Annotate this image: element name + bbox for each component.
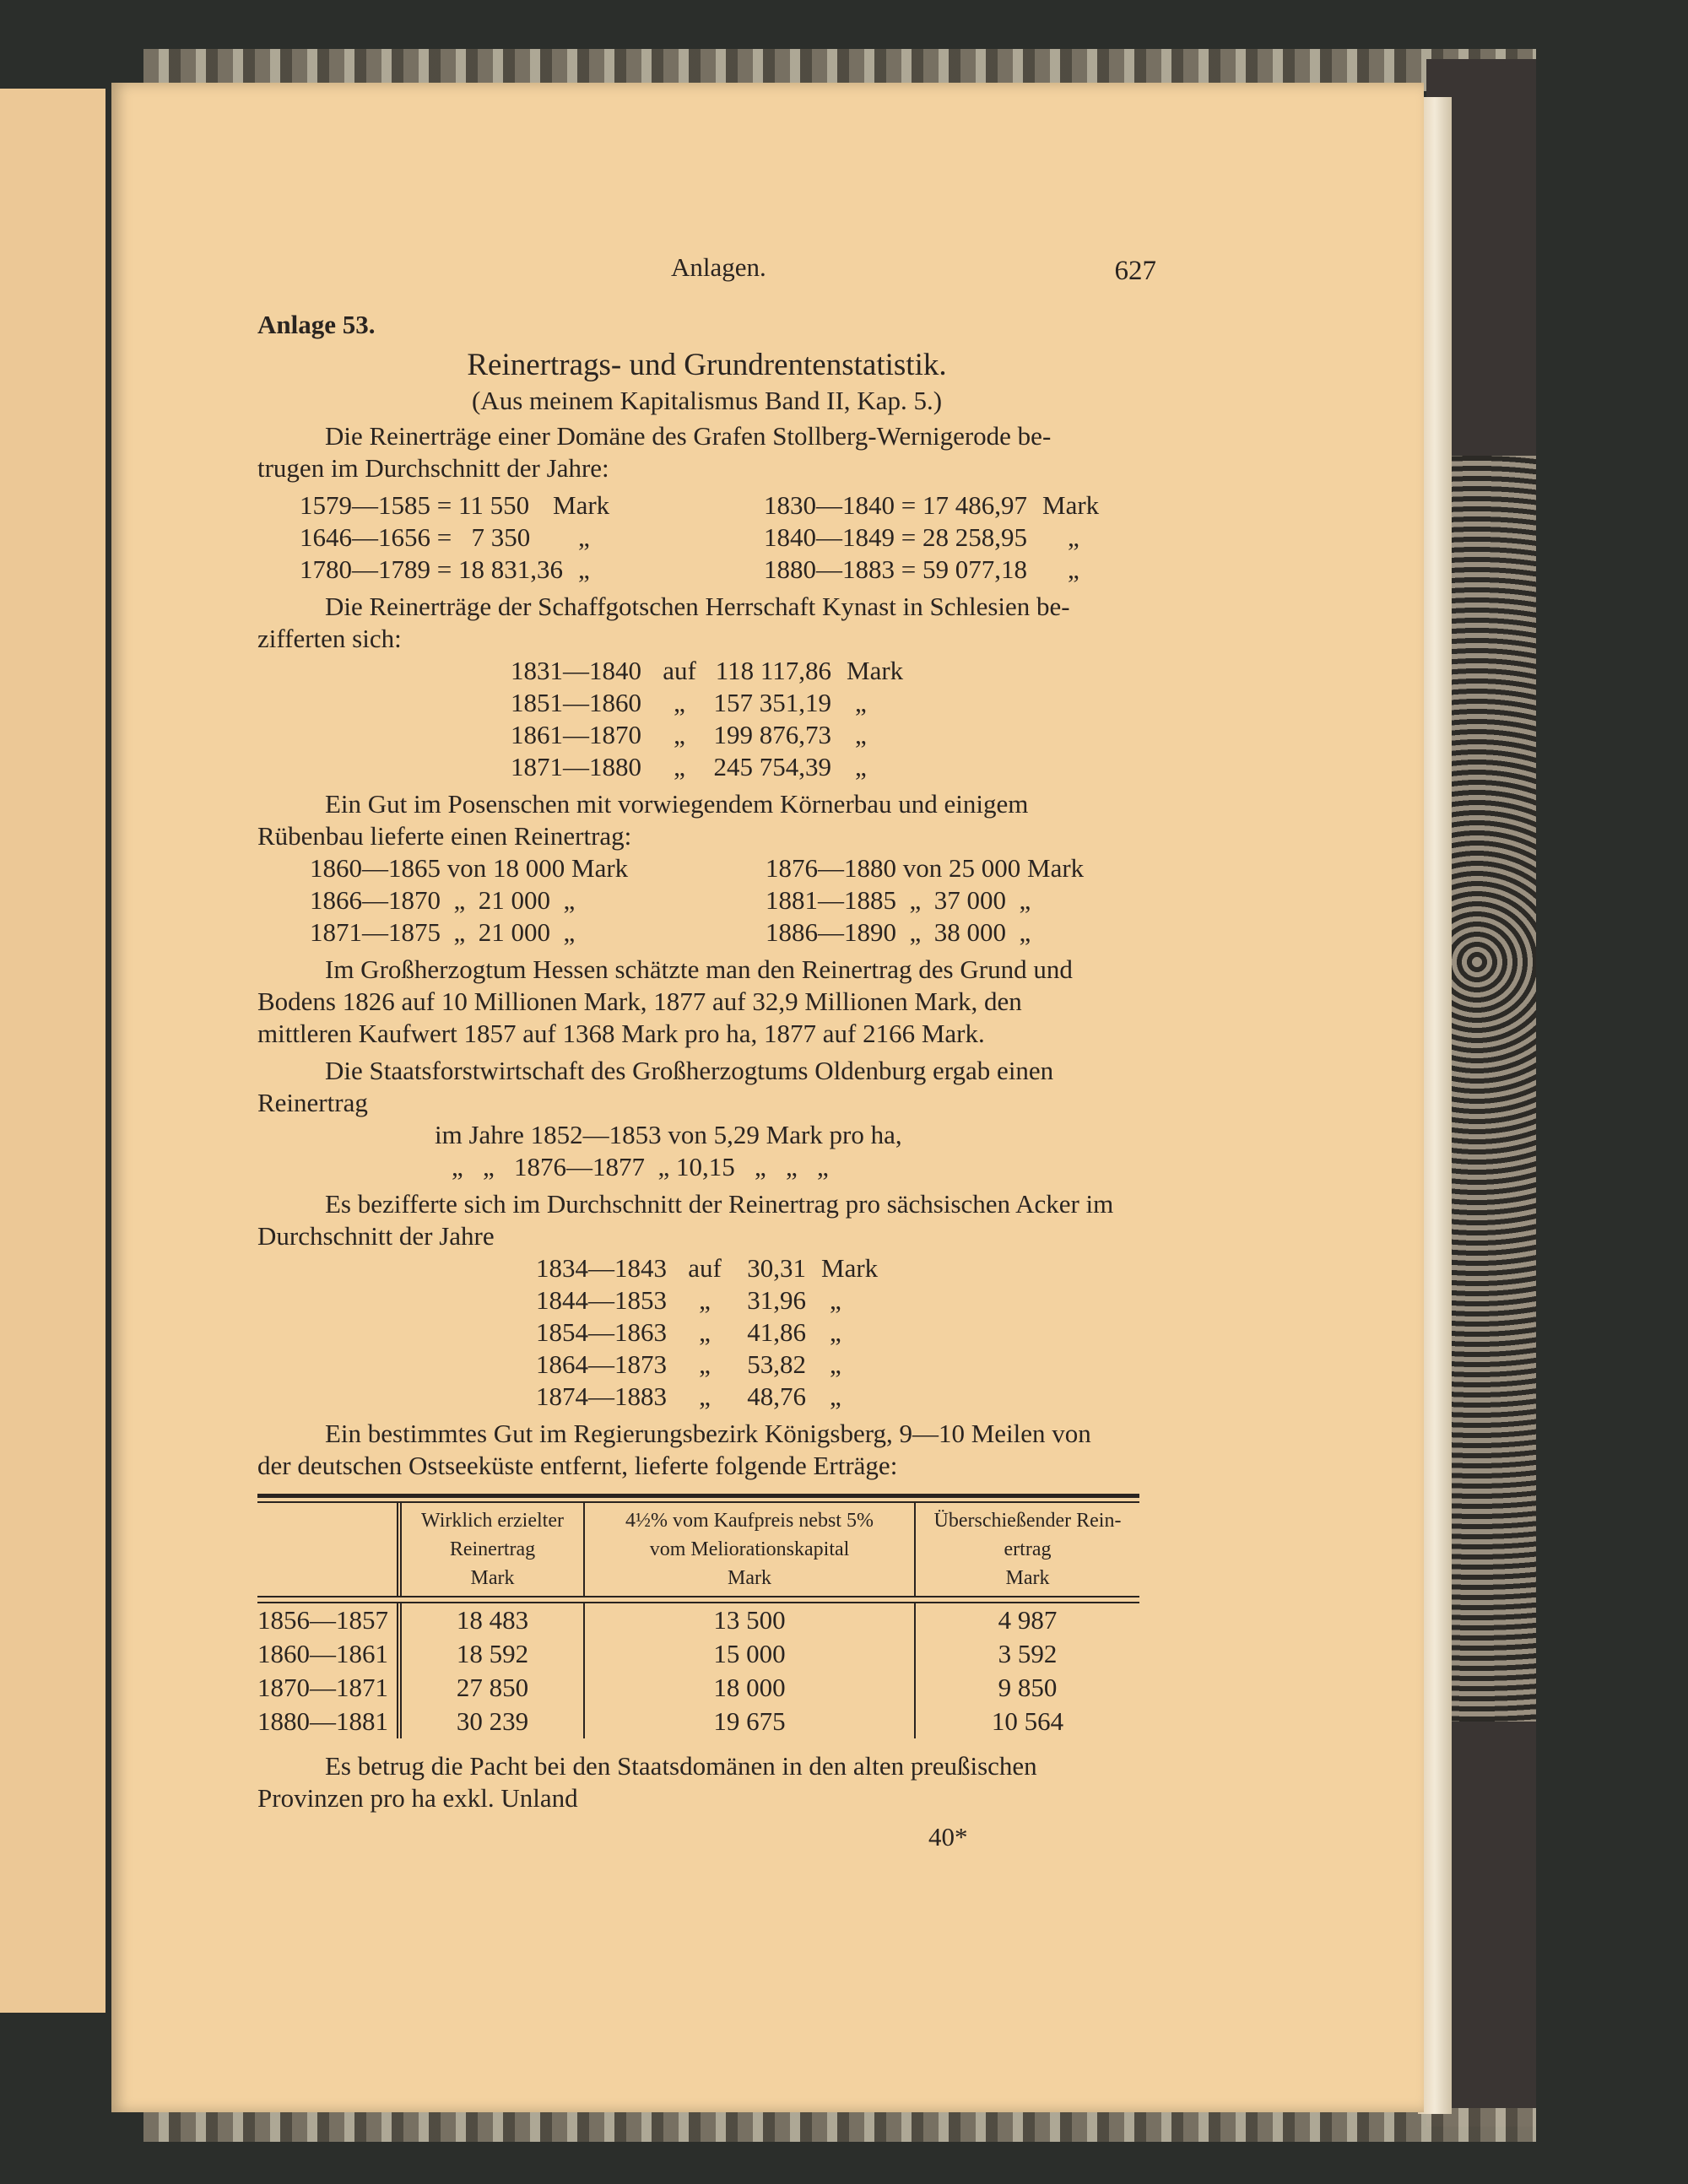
paragraph-line: Rübenbau lieferte einen Reinertrag:	[257, 821, 632, 851]
paragraph-line: mittleren Kaufwert 1857 auf 1368 Mark pro ha, 1877 auf 2166 Mark.	[257, 1019, 985, 1048]
list-item: 245 754,39	[713, 752, 831, 781]
list-item: 1780—1789 = 18 831,36	[300, 554, 563, 584]
list-item: „	[578, 522, 590, 552]
list-stollberg	[257, 489, 1156, 586]
paragraph-line: der deutschen Ostseeküste entfernt, lieferte folgende Erträge:	[257, 1451, 898, 1480]
signature-mark: 40*	[928, 1822, 968, 1852]
list-item: 41,86	[747, 1317, 806, 1347]
paragraph-line: Provinzen pro ha exkl. Unland	[257, 1783, 578, 1813]
list-row	[257, 522, 1156, 554]
list-item: „ „ 1876—1877 „ 10,15 „ „ „	[452, 1152, 829, 1181]
list-item: „	[699, 1285, 711, 1315]
list-item: 1646—1656 = 7 350	[300, 522, 531, 552]
list-item: 1871—1875 „ 21 000 „	[310, 917, 576, 947]
list-item: „	[699, 1317, 711, 1347]
list-item: 1874—1883	[536, 1381, 667, 1411]
list-item: „	[1068, 554, 1079, 584]
list-item: auf	[688, 1253, 722, 1283]
paragraph-line: Die Reinerträge einer Domäne des Grafen Stollberg-Wernigerode be-	[325, 421, 1052, 451]
cell: 13 500	[583, 1603, 914, 1637]
cell: 1870—1871	[257, 1673, 388, 1702]
list-item: 1851—1860	[511, 688, 641, 717]
page-content	[257, 251, 1156, 1853]
list-row	[257, 1284, 1156, 1316]
list-item: 30,31	[747, 1253, 806, 1283]
paragraph-line: Im Großherzogtum Hessen schätzte man den Reinertrag des Grund und	[325, 954, 1073, 984]
cell: 18 483	[397, 1603, 583, 1637]
list-item: 1579—1585 = 11 550	[300, 490, 530, 520]
table-row	[257, 1637, 1139, 1671]
list-item: im Jahre 1852—1853 von 5,29 Mark pro ha,	[435, 1120, 902, 1149]
paragraph-line: Die Reinerträge der Schaffgotschen Herrschaft Kynast in Schlesien be-	[325, 592, 1070, 621]
paragraph-line: Es betrug die Pacht bei den Staatsdomänen in den alten preußischen	[325, 1751, 1037, 1781]
paragraph-line: Bodens 1826 auf 10 Millionen Mark, 1877 auf 32,9 Millionen Mark, den	[257, 987, 1022, 1016]
table-row	[257, 1603, 1139, 1637]
column-header: 4½% vom Kaufpreis nebst 5% vom Meliorationskapital Mark	[583, 1503, 914, 1596]
paragraph-line: Die Staatsforstwirtschaft des Großherzogtums Oldenburg ergab einen	[325, 1056, 1054, 1085]
running-title: Anlagen.	[671, 252, 766, 282]
list-item: 1866—1870 „ 21 000 „	[310, 885, 576, 915]
cell: 1880—1881	[257, 1706, 388, 1736]
list-item: 1886—1890 „ 38 000 „	[766, 917, 1031, 947]
list-item: 1876—1880 von 25 000 Mark	[766, 853, 1085, 883]
list-item: „	[830, 1317, 841, 1347]
table-rule	[257, 1494, 1139, 1498]
table-body	[257, 1603, 1139, 1738]
list-row	[257, 884, 1156, 916]
list-item: „	[855, 720, 867, 749]
list-item: „	[855, 688, 867, 717]
list-item: 1844—1853	[536, 1285, 667, 1315]
list-posen	[257, 852, 1156, 949]
page-number: 627	[1114, 256, 1156, 286]
list-item: 31,96	[747, 1285, 806, 1315]
list-item: „	[674, 752, 685, 781]
table-row	[257, 1705, 1139, 1738]
cell: 4 987	[914, 1603, 1139, 1637]
list-item: 1864—1873	[536, 1349, 667, 1379]
list-item: 1861—1870	[511, 720, 641, 749]
list-row	[257, 1381, 1156, 1413]
list-item: „	[674, 688, 685, 717]
cell: 18 000	[583, 1671, 914, 1705]
list-item: 1860—1865 von 18 000 Mark	[310, 853, 629, 883]
list-item: Mark	[1042, 490, 1100, 520]
list-item: 199 876,73	[713, 720, 831, 749]
list-kynast	[257, 655, 1156, 783]
list-item: 1881—1885 „ 37 000 „	[766, 885, 1031, 915]
list-item: „	[1068, 522, 1079, 552]
list-row	[257, 1316, 1156, 1349]
page-header	[257, 251, 1156, 302]
list-saxony	[257, 1252, 1156, 1413]
marbled-endpaper	[1452, 456, 1536, 1722]
list-item: 1854—1863	[536, 1317, 667, 1347]
list-item: „	[855, 752, 867, 781]
subtitle: (Aus meinem Kapitalismus Band II, Kap. 5.)	[471, 386, 943, 415]
list-item: 157 351,19	[713, 688, 831, 717]
list-row	[257, 554, 1156, 586]
list-item: 1830—1840 = 17 486,97	[764, 490, 1027, 520]
table-row	[257, 1671, 1139, 1705]
list-item: 1871—1880	[511, 752, 641, 781]
cell: 3 592	[914, 1637, 1139, 1671]
list-row	[257, 687, 1156, 719]
list-item: „	[699, 1381, 711, 1411]
list-row	[257, 1349, 1156, 1381]
list-item: 53,82	[747, 1349, 806, 1379]
appendix-label: Anlage 53.	[257, 310, 376, 339]
table-header-row	[257, 1503, 1139, 1596]
list-row	[257, 719, 1156, 751]
paragraph-line: Reinertrag	[257, 1088, 368, 1117]
cell: 15 000	[583, 1637, 914, 1671]
list-item: 48,76	[747, 1381, 806, 1411]
paragraph-line: Durchschnitt der Jahre	[257, 1221, 495, 1251]
cell: 10 564	[914, 1705, 1139, 1738]
paragraph-line: Ein Gut im Posenschen mit vorwiegendem Körnerbau und einigem	[325, 789, 1029, 819]
list-item: Mark	[553, 490, 610, 520]
list-item: 1840—1849 = 28 258,95	[764, 522, 1027, 552]
left-page	[0, 89, 106, 2013]
list-item: 118 117,86	[715, 656, 831, 685]
table-rule	[257, 1596, 1139, 1597]
paragraph-line: trugen im Durchschnitt der Jahre:	[257, 453, 609, 483]
column-header: Überschießender Rein- ertrag Mark	[914, 1503, 1139, 1596]
list-item: „	[578, 554, 590, 584]
list-row	[257, 655, 1156, 687]
list-item: „	[830, 1381, 841, 1411]
list-row	[257, 916, 1156, 949]
cell: 27 850	[397, 1671, 583, 1705]
paragraph-line: zifferten sich:	[257, 624, 402, 653]
paragraph-line: Es bezifferte sich im Durchschnitt der Reinertrag pro sächsischen Acker im	[325, 1189, 1114, 1219]
list-item: „	[830, 1285, 841, 1315]
cell: 30 239	[397, 1705, 583, 1738]
list-item: auf	[663, 656, 696, 685]
list-row	[257, 751, 1156, 783]
list-item: 1834—1843	[536, 1253, 667, 1283]
list-item: „	[674, 720, 685, 749]
cell: 19 675	[583, 1705, 914, 1738]
list-row	[257, 1252, 1156, 1284]
cell: 9 850	[914, 1671, 1139, 1705]
cell: 18 592	[397, 1637, 583, 1671]
column-header: Wirklich erzielter Reinertrag Mark	[397, 1503, 583, 1596]
cell: 1860—1861	[257, 1639, 388, 1668]
list-item: Mark	[821, 1253, 879, 1283]
list-item: „	[699, 1349, 711, 1379]
list-item: „	[830, 1349, 841, 1379]
cover-decoration-bottom	[143, 2108, 1536, 2142]
cell: 1856—1857	[257, 1605, 388, 1635]
list-row	[257, 489, 1156, 522]
list-item: Mark	[847, 656, 904, 685]
title: Reinertrags- und Grundrentenstatistik.	[467, 348, 947, 382]
yield-table	[257, 1494, 1139, 1738]
list-item: 1880—1883 = 59 077,18	[764, 554, 1027, 584]
list-row	[257, 852, 1156, 884]
paragraph-line: Ein bestimmtes Gut im Regierungsbezirk Königsberg, 9—10 Meilen von	[325, 1419, 1091, 1448]
list-item: 1831—1840	[511, 656, 641, 685]
